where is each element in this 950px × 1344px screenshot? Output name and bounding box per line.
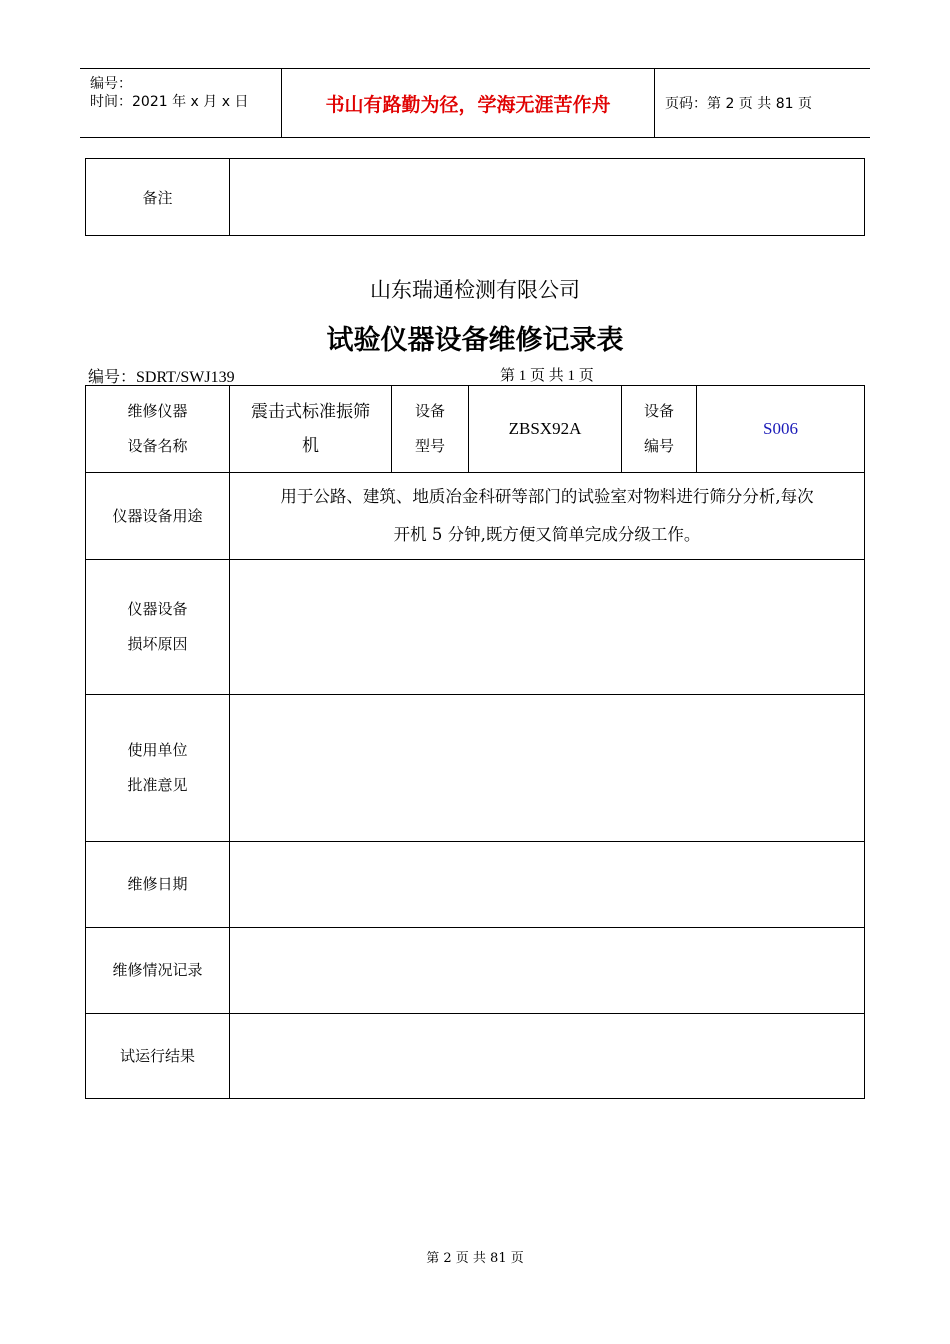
- damage-cause-value: [230, 560, 864, 694]
- repair-record-value: [230, 928, 864, 1013]
- approval-label: 使用单位 批准意见: [86, 695, 230, 841]
- usage-row: [86, 473, 864, 560]
- damage-cause-label: 仪器设备 损坏原因: [86, 560, 230, 694]
- repair-date-label: 维修日期: [86, 842, 230, 927]
- repair-record-row: [86, 928, 864, 1014]
- damage-cause-row: [86, 560, 864, 695]
- remark-label: 备注: [86, 159, 230, 235]
- device-name-label: 维修仪器 设备名称: [86, 386, 230, 472]
- company-name: 山东瑞通检测有限公司: [370, 278, 580, 302]
- repair-record-label: 维修情况记录: [86, 928, 230, 1013]
- page-header: [80, 68, 870, 138]
- header-page: 页码：第 2 页 共 81 页: [665, 96, 812, 112]
- header-doc-no: 编号：: [90, 76, 132, 92]
- device-name-value: 震击式标准振筛 机: [230, 386, 392, 472]
- repair-date-value: [230, 842, 864, 927]
- usage-value: 用于公路、建筑、地质冶金科研等部门的试验室对物料进行筛分分析,每次 开机 5 分钟,既方便又简单完成分级工作。: [280, 487, 814, 544]
- device-number-label: 设备 编号: [622, 386, 697, 472]
- device-number-value: S006: [763, 419, 798, 438]
- header-date: 时间：2021 年 x 月 x 日: [90, 94, 249, 110]
- form-page-info: 第 1 页 共 1 页: [500, 368, 594, 384]
- form-title: 试验仪器设备维修记录表: [326, 325, 624, 356]
- remark-value: [230, 159, 864, 235]
- device-model-label: 设备 型号: [392, 386, 469, 472]
- trial-result-row: [86, 1014, 864, 1098]
- trial-result-value: [230, 1014, 864, 1098]
- repair-record-table: [85, 385, 865, 1099]
- device-info-row: [86, 386, 864, 473]
- usage-label: 仪器设备用途: [86, 473, 230, 559]
- document-number: 编号：SDRT/SWJ139: [88, 369, 235, 386]
- header-motto: 书山有路勤为径，学海无涯苦作舟: [281, 69, 655, 137]
- remark-table: [85, 158, 865, 236]
- approval-row: [86, 695, 864, 842]
- repair-date-row: [86, 842, 864, 928]
- approval-value: [230, 695, 864, 841]
- page-footer: 第 2 页 共 81 页: [426, 1251, 524, 1266]
- trial-result-label: 试运行结果: [86, 1014, 230, 1098]
- device-model-value: ZBSX92A: [469, 386, 622, 472]
- header-left-cell: [80, 69, 281, 137]
